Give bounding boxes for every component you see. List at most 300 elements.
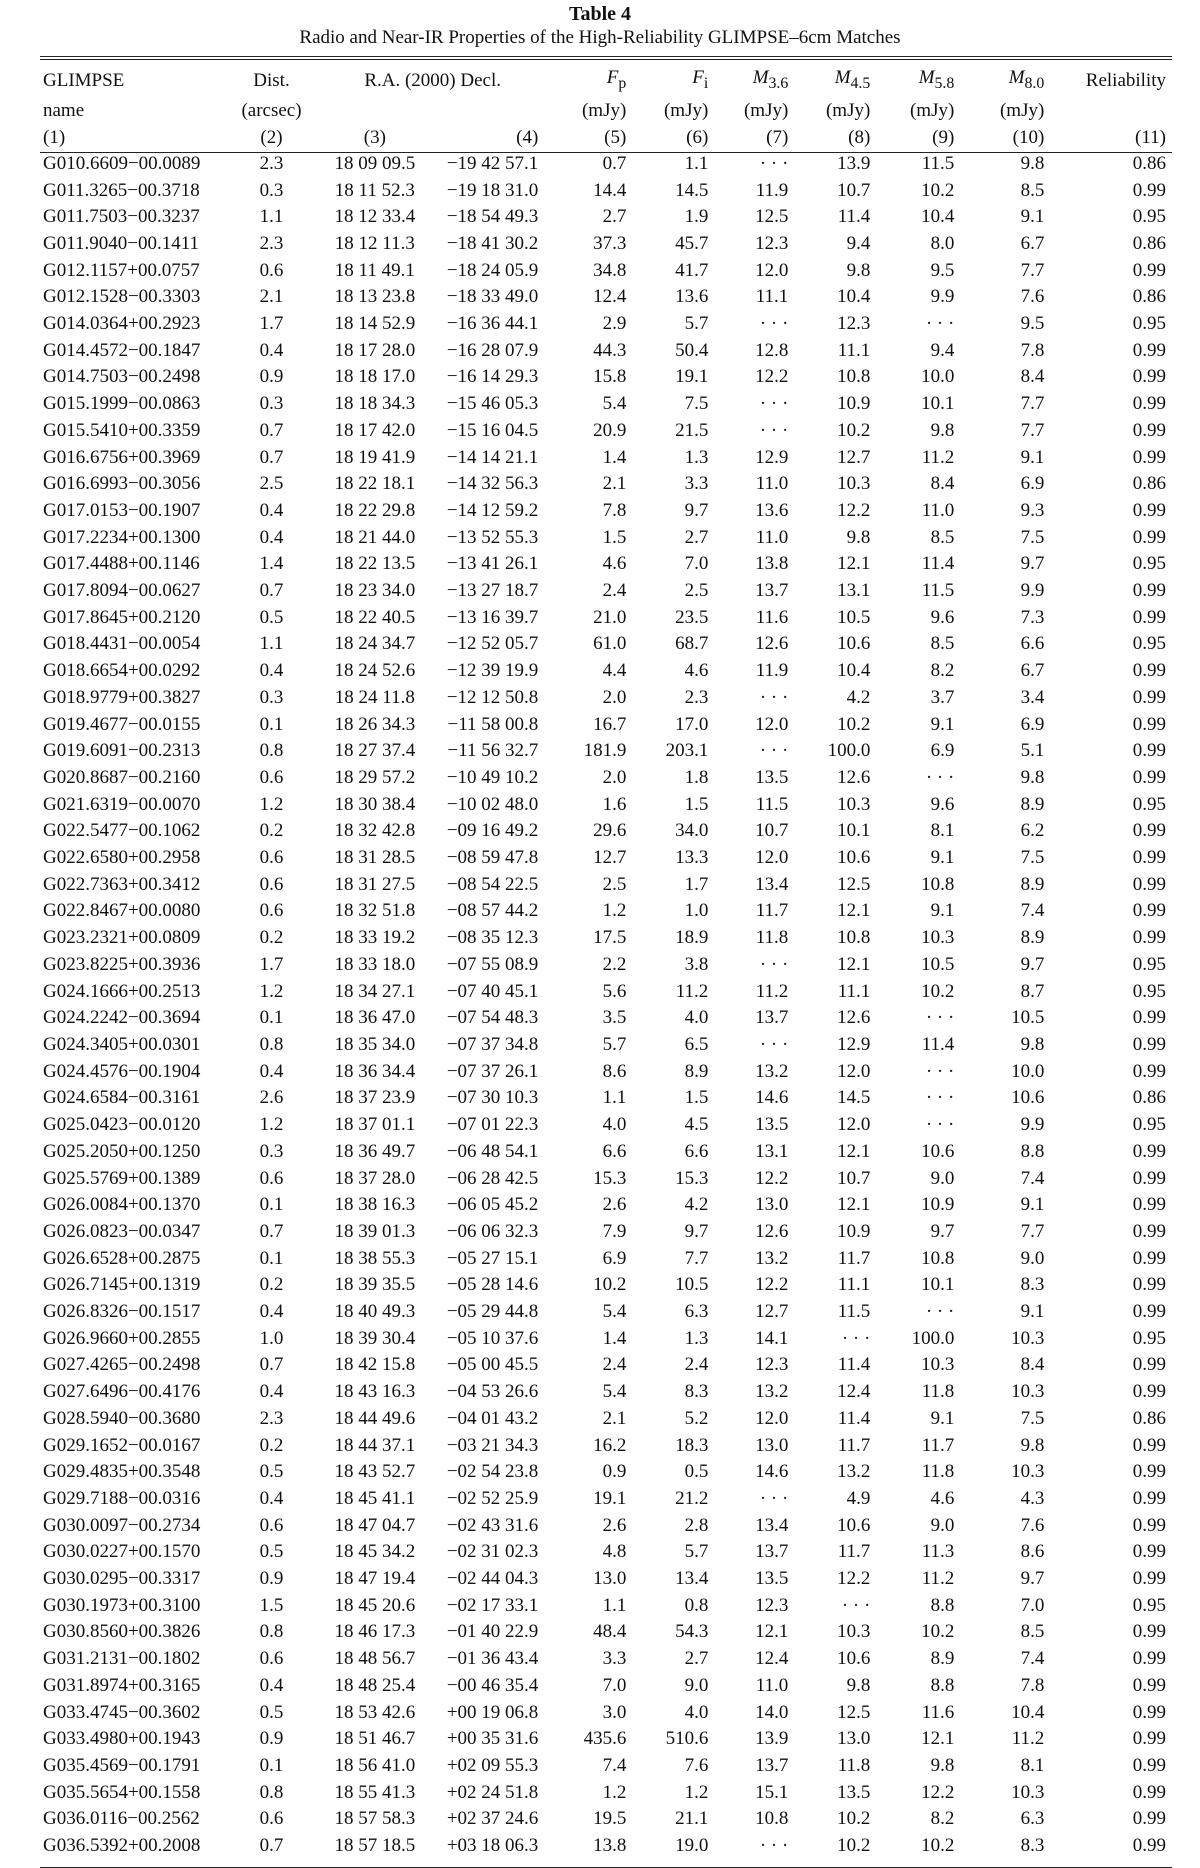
cell-ra: 18 24 11.8 — [334, 686, 415, 708]
cell-glimpse-name: G010.6609−00.0089 — [43, 152, 201, 174]
cell-dist: 0.6 — [259, 900, 284, 922]
cell-reliability: 0.99 — [1132, 1434, 1166, 1456]
cell-ra: 18 37 01.1 — [334, 1114, 416, 1136]
cell-m58: 12.1 — [921, 1728, 955, 1750]
table-row — [40, 1379, 1172, 1406]
cell-dist: 1.1 — [259, 633, 284, 655]
cell-fp: 5.6 — [602, 980, 627, 1002]
cell-fp: 2.0 — [602, 766, 627, 788]
cell-m58: 8.8 — [930, 1674, 955, 1696]
cell-fi: 2.7 — [684, 526, 709, 548]
cell-ra: 18 32 51.8 — [334, 900, 416, 922]
cell-decl: −15 46 05.3 — [446, 393, 539, 415]
cell-m58: 10.2 — [921, 980, 955, 1002]
cell-fi: 13.6 — [675, 286, 709, 308]
header-unit-8: (mJy) — [825, 99, 871, 121]
cell-m80: 9.1 — [1020, 1194, 1045, 1216]
cell-glimpse-name: G030.1973+00.3100 — [43, 1594, 201, 1616]
cell-reliability: 0.99 — [1132, 1541, 1166, 1563]
cell-fi: 2.8 — [684, 1514, 709, 1536]
cell-m45: 10.4 — [837, 286, 871, 308]
cell-reliability: 0.99 — [1132, 526, 1166, 548]
cell-m36: 13.1 — [755, 1140, 789, 1162]
cell-decl: −04 01 43.2 — [446, 1407, 539, 1429]
cell-reliability: 0.99 — [1132, 1007, 1166, 1029]
cell-fp: 12.7 — [593, 847, 627, 869]
cell-dist: 1.2 — [259, 1114, 284, 1136]
cell-m80: 8.5 — [1020, 179, 1045, 201]
cell-dist: 1.7 — [259, 313, 284, 335]
table-row — [40, 738, 1172, 765]
cell-m58: 11.2 — [921, 446, 955, 468]
cell-m45: · · · — [841, 1594, 871, 1616]
cell-fi: 2.4 — [684, 1354, 709, 1376]
cell-decl: −07 37 26.1 — [446, 1060, 539, 1082]
cell-decl: −18 54 49.3 — [446, 206, 539, 228]
table-row — [40, 792, 1172, 819]
cell-fp: 7.4 — [602, 1754, 627, 1776]
cell-m45: 10.7 — [837, 1167, 871, 1189]
cell-m36: · · · — [759, 152, 789, 174]
cell-decl: −14 14 21.1 — [446, 446, 539, 468]
cell-m36: 12.2 — [755, 366, 789, 388]
cell-decl: −07 01 22.3 — [446, 1114, 539, 1136]
cell-fi: 2.3 — [684, 686, 709, 708]
cell-dist: 0.6 — [259, 259, 284, 281]
cell-m45: 10.5 — [837, 606, 871, 628]
cell-dist: 2.3 — [259, 1407, 284, 1429]
cell-fi: 19.1 — [675, 366, 709, 388]
cell-fi: 1.9 — [684, 206, 709, 228]
cell-m36: 11.1 — [755, 286, 789, 308]
cell-fi: 13.4 — [675, 1568, 709, 1590]
cell-m45: 11.5 — [837, 1301, 871, 1323]
cell-fp: 48.4 — [593, 1621, 627, 1643]
cell-decl: −11 58 00.8 — [447, 713, 539, 735]
table-row — [40, 845, 1172, 872]
cell-m58: 9.1 — [930, 713, 955, 735]
cell-m36: 12.9 — [755, 446, 789, 468]
cell-reliability: 0.99 — [1132, 1781, 1166, 1803]
cell-ra: 18 34 27.1 — [334, 980, 416, 1002]
cell-glimpse-name: G029.7188−00.0316 — [43, 1487, 201, 1509]
cell-dist: 2.3 — [259, 152, 284, 174]
cell-ra: 18 57 18.5 — [334, 1835, 416, 1857]
cell-m36: 12.6 — [755, 633, 789, 655]
cell-fi: 11.2 — [675, 980, 709, 1002]
cell-glimpse-name: G022.6580+00.2958 — [43, 847, 201, 869]
cell-m58: 8.1 — [930, 820, 955, 842]
cell-glimpse-name: G017.0153−00.1907 — [43, 499, 201, 521]
cell-fi: 21.5 — [675, 419, 709, 441]
cell-reliability: 0.86 — [1132, 152, 1166, 174]
cell-m45: 4.2 — [846, 686, 871, 708]
cell-fi: 0.5 — [684, 1461, 709, 1483]
cell-ra: 18 31 28.5 — [334, 847, 416, 869]
cell-fp: 5.4 — [602, 393, 627, 415]
cell-m58: 11.4 — [921, 1034, 955, 1055]
cell-m80: 6.9 — [1020, 713, 1045, 735]
cell-ra: 18 44 37.1 — [334, 1434, 416, 1456]
cell-decl: −19 42 57.1 — [446, 152, 539, 174]
cell-glimpse-name: G017.4488+00.1146 — [43, 553, 200, 575]
cell-reliability: 0.99 — [1132, 339, 1166, 361]
cell-m36: · · · — [759, 1835, 789, 1857]
cell-fp: 1.1 — [602, 1087, 627, 1109]
cell-m45: 10.3 — [837, 1621, 871, 1643]
cell-dist: 0.5 — [259, 606, 284, 628]
cell-m58: 100.0 — [911, 1327, 955, 1349]
cell-dist: 0.4 — [259, 1381, 284, 1403]
table-row — [40, 898, 1172, 925]
cell-m45: 10.6 — [837, 633, 871, 655]
cell-glimpse-name: G026.6528+00.2875 — [43, 1247, 201, 1269]
cell-ra: 18 32 42.8 — [334, 820, 416, 842]
cell-fp: 4.0 — [602, 1114, 627, 1136]
table-header — [40, 64, 1172, 151]
cell-m80: 10.5 — [1011, 1007, 1045, 1029]
cell-fi: 6.6 — [684, 1140, 709, 1162]
table-row — [40, 445, 1172, 472]
cell-fi: 4.6 — [684, 660, 709, 682]
cell-m80: 8.3 — [1020, 1835, 1045, 1857]
cell-m45: 9.4 — [846, 232, 871, 254]
cell-decl: −05 27 15.1 — [446, 1247, 539, 1269]
cell-fi: 34.0 — [675, 820, 709, 842]
cell-reliability: 0.99 — [1132, 1354, 1166, 1376]
cell-decl: −07 40 45.1 — [446, 980, 539, 1002]
cell-ra: 18 27 37.4 — [334, 740, 416, 762]
cell-m36: 13.6 — [755, 499, 789, 521]
cell-decl: −05 29 44.8 — [446, 1301, 539, 1323]
header-reliability: Reliability — [1085, 69, 1166, 91]
cell-reliability: 0.86 — [1132, 232, 1166, 254]
cell-decl: −06 48 54.1 — [446, 1140, 539, 1162]
cell-m80: 7.0 — [1020, 1594, 1045, 1616]
cell-dist: 1.1 — [259, 206, 284, 228]
cell-reliability: 0.99 — [1132, 1301, 1166, 1323]
cell-m45: 10.6 — [837, 1514, 871, 1536]
cell-m36: 13.2 — [755, 1060, 789, 1082]
cell-dist: 0.8 — [259, 740, 284, 762]
cell-m45: 11.8 — [837, 1754, 871, 1776]
cell-fp: 2.1 — [602, 473, 627, 495]
cell-reliability: 0.99 — [1132, 419, 1166, 441]
cell-dist: 0.7 — [259, 1220, 284, 1242]
cell-m36: · · · — [759, 686, 789, 708]
cell-m45: · · · — [841, 1327, 871, 1349]
cell-m36: 10.8 — [755, 1808, 789, 1830]
cell-decl: −02 31 02.3 — [446, 1541, 539, 1563]
cell-fi: 9.0 — [684, 1674, 709, 1696]
cell-fp: 14.4 — [593, 179, 627, 201]
cell-m80: 7.8 — [1020, 1674, 1045, 1696]
cell-fp: 181.9 — [583, 740, 627, 762]
cell-dist: 0.3 — [259, 686, 284, 708]
cell-m58: 12.2 — [921, 1781, 955, 1803]
cell-m36: 13.7 — [755, 1754, 789, 1776]
cell-m80: 9.0 — [1020, 1247, 1045, 1269]
cell-m36: 12.0 — [755, 713, 789, 735]
cell-m36: 11.6 — [755, 606, 789, 628]
cell-fp: 5.7 — [602, 1034, 627, 1055]
cell-fi: 4.0 — [684, 1007, 709, 1029]
cell-dist: 0.6 — [259, 1648, 284, 1670]
cell-m58: 10.0 — [921, 366, 955, 388]
cell-dist: 2.1 — [259, 286, 284, 308]
cell-fp: 6.6 — [602, 1140, 627, 1162]
cell-dist: 0.5 — [259, 1541, 284, 1563]
cell-m80: 7.6 — [1020, 286, 1045, 308]
cell-fp: 1.2 — [602, 900, 627, 922]
table-row — [40, 1726, 1172, 1753]
cell-glimpse-name: G012.1528−00.3303 — [43, 286, 201, 308]
table-row — [40, 1246, 1172, 1273]
cell-fp: 13.8 — [593, 1835, 627, 1857]
cell-ra: 18 47 04.7 — [334, 1514, 416, 1536]
cell-fp: 4.8 — [602, 1541, 627, 1563]
cell-reliability: 0.99 — [1132, 847, 1166, 869]
cell-decl: −00 46 35.4 — [446, 1674, 539, 1696]
cell-glimpse-name: G035.4569−00.1791 — [43, 1754, 201, 1776]
cell-glimpse-name: G024.3405+00.0301 — [43, 1034, 201, 1055]
cell-m45: 9.8 — [846, 526, 871, 548]
cell-glimpse-name: G027.6496−00.4176 — [43, 1381, 201, 1403]
cell-glimpse-name: G022.7363+00.3412 — [43, 873, 201, 895]
cell-dist: 0.4 — [259, 499, 284, 521]
cell-fi: 17.0 — [675, 713, 709, 735]
cell-reliability: 0.99 — [1132, 446, 1166, 468]
cell-m80: 10.3 — [1011, 1381, 1045, 1403]
cell-ra: 18 11 52.3 — [334, 179, 415, 201]
cell-m58: 11.2 — [921, 1568, 955, 1590]
cell-ra: 18 22 13.5 — [334, 553, 416, 575]
cell-m80: 9.8 — [1020, 766, 1045, 788]
cell-fp: 19.1 — [593, 1487, 627, 1509]
table-row — [40, 525, 1172, 552]
cell-m58: 10.8 — [921, 1247, 955, 1269]
cell-glimpse-name: G011.9040−00.1411 — [43, 232, 200, 254]
cell-fp: 2.4 — [602, 1354, 627, 1376]
cell-m36: 12.3 — [755, 232, 789, 254]
cell-dist: 0.7 — [259, 1835, 284, 1857]
header-blank — [317, 97, 433, 124]
cell-ra: 18 39 35.5 — [334, 1274, 416, 1296]
cell-reliability: 0.86 — [1132, 473, 1166, 495]
cell-m58: · · · — [925, 1114, 955, 1136]
cell-fi: 1.5 — [684, 1087, 709, 1109]
cell-ra: 18 48 25.4 — [334, 1674, 416, 1696]
cell-m36: · · · — [759, 1034, 789, 1055]
header-num-9: (9) — [932, 126, 955, 148]
cell-fp: 15.3 — [593, 1167, 627, 1189]
cell-glimpse-name: G014.7503−00.2498 — [43, 366, 201, 388]
cell-m58: 9.0 — [930, 1167, 955, 1189]
cell-decl: −02 43 31.6 — [446, 1514, 539, 1536]
cell-fi: 13.3 — [675, 847, 709, 869]
cell-reliability: 0.99 — [1132, 606, 1166, 628]
cell-fi: 9.7 — [684, 1220, 709, 1242]
cell-m45: 10.8 — [837, 927, 871, 949]
cell-decl: −18 33 49.0 — [446, 286, 539, 308]
cell-fp: 435.6 — [583, 1728, 627, 1750]
cell-m45: 10.3 — [837, 793, 871, 815]
cell-dist: 0.5 — [259, 1701, 284, 1723]
cell-dist: 1.0 — [259, 1327, 284, 1349]
header-num-7: (7) — [766, 126, 789, 148]
cell-ra: 18 36 34.4 — [334, 1060, 416, 1082]
cell-m45: 13.0 — [837, 1728, 871, 1750]
cell-glimpse-name: G036.0116−00.2562 — [43, 1808, 200, 1830]
cell-dist: 1.4 — [259, 553, 284, 575]
cell-m58: 8.5 — [930, 526, 955, 548]
cell-m45: 10.2 — [837, 1808, 871, 1830]
header-dist: Dist. — [253, 69, 290, 91]
cell-m45: 11.7 — [837, 1541, 871, 1563]
cell-ra: 18 19 41.9 — [334, 446, 416, 468]
table-row — [40, 1192, 1172, 1219]
cell-dist: 0.2 — [259, 1274, 284, 1296]
table-row — [40, 658, 1172, 685]
cell-m45: 11.1 — [837, 980, 871, 1002]
header-m45-symbol: M — [834, 67, 851, 88]
table-row — [40, 952, 1172, 979]
cell-ra: 18 14 52.9 — [334, 313, 416, 335]
cell-m36: 12.1 — [755, 1621, 789, 1643]
cell-decl: −18 41 30.2 — [446, 232, 539, 254]
header-m58 — [876, 64, 962, 97]
cell-fi: 10.5 — [675, 1274, 709, 1296]
cell-m45: 4.9 — [846, 1487, 871, 1509]
cell-fi: 41.7 — [675, 259, 709, 281]
cell-ra: 18 17 42.0 — [334, 419, 416, 441]
cell-dist: 0.6 — [259, 873, 284, 895]
cell-reliability: 0.99 — [1132, 873, 1166, 895]
header-row-1 — [40, 64, 1172, 97]
cell-dist: 0.5 — [259, 1461, 284, 1483]
header-num-11: (11) — [1135, 126, 1166, 148]
cell-m58: 9.1 — [930, 1407, 955, 1429]
cell-m80: 7.5 — [1020, 847, 1045, 869]
cell-glimpse-name: G016.6993−00.3056 — [43, 473, 201, 495]
cell-m58: 8.2 — [930, 660, 955, 682]
cell-reliability: 0.99 — [1132, 713, 1166, 735]
cell-dist: 1.7 — [259, 953, 284, 975]
cell-m45: 11.4 — [837, 1407, 871, 1429]
cell-m80: 10.3 — [1011, 1781, 1045, 1803]
cell-m45: 12.9 — [837, 1034, 871, 1055]
cell-m58: 9.7 — [930, 1220, 955, 1242]
header-num-5: (5) — [604, 126, 627, 148]
cell-m80: 7.6 — [1020, 1514, 1045, 1536]
cell-fi: 8.3 — [684, 1381, 709, 1403]
cell-m45: 11.1 — [837, 1274, 871, 1296]
cell-m80: 8.1 — [1020, 1754, 1045, 1776]
table-row — [40, 284, 1172, 311]
table-row — [40, 204, 1172, 231]
cell-dist: 0.4 — [259, 1060, 284, 1082]
cell-ra: 18 39 30.4 — [334, 1327, 416, 1349]
cell-dist: 0.3 — [259, 1140, 284, 1162]
cell-ra: 18 22 18.1 — [334, 473, 416, 495]
cell-m45: 9.8 — [846, 259, 871, 281]
cell-m45: 10.6 — [837, 1648, 871, 1670]
cell-m80: 10.0 — [1011, 1060, 1045, 1082]
cell-decl: −14 12 59.2 — [446, 499, 539, 521]
cell-m36: 13.7 — [755, 1007, 789, 1029]
cell-ra: 18 38 55.3 — [334, 1247, 416, 1269]
cell-m36: 13.0 — [755, 1434, 789, 1456]
cell-m45: 10.9 — [837, 393, 871, 415]
cell-reliability: 0.99 — [1132, 1487, 1166, 1509]
cell-glimpse-name: G028.5940−00.3680 — [43, 1407, 201, 1429]
cell-dist: 0.4 — [259, 1674, 284, 1696]
header-m80-symbol: M — [1008, 67, 1025, 88]
cell-m45: 12.4 — [837, 1381, 871, 1403]
cell-ra: 18 53 42.6 — [334, 1701, 416, 1723]
cell-glimpse-name: G031.8974+00.3165 — [43, 1674, 201, 1696]
cell-fp: 4.6 — [602, 553, 627, 575]
cell-m80: 9.7 — [1020, 953, 1045, 975]
cell-m36: 12.0 — [755, 259, 789, 281]
cell-decl: −16 36 44.1 — [446, 313, 539, 335]
table-row — [40, 1059, 1172, 1086]
table-row — [40, 418, 1172, 445]
cell-m36: 11.5 — [755, 793, 789, 815]
cell-m58: · · · — [925, 766, 955, 788]
cell-glimpse-name: G030.8560+00.3826 — [43, 1621, 201, 1643]
cell-m80: 7.4 — [1020, 900, 1045, 922]
cell-ra: 18 51 46.7 — [334, 1728, 416, 1750]
header-ra-decl: R.A. (2000) Decl. — [364, 69, 501, 91]
cell-glimpse-name: G011.3265−00.3718 — [43, 179, 200, 201]
table-row — [40, 1139, 1172, 1166]
cell-dist: 0.6 — [259, 766, 284, 788]
cell-glimpse-name: G036.5392+00.2008 — [43, 1835, 201, 1857]
table-row — [40, 151, 1172, 178]
cell-ra: 18 23 34.0 — [334, 580, 416, 602]
cell-fi: 50.4 — [675, 339, 709, 361]
table-row — [40, 578, 1172, 605]
cell-m45: 12.1 — [837, 553, 871, 575]
cell-ra: 18 18 34.3 — [334, 393, 416, 415]
cell-decl: −02 44 04.3 — [446, 1568, 539, 1590]
table-row — [40, 925, 1172, 952]
table-row — [40, 1166, 1172, 1193]
cell-m58: 9.6 — [930, 793, 955, 815]
cell-m80: 7.4 — [1020, 1167, 1045, 1189]
table-row — [40, 1005, 1172, 1032]
cell-m80: 8.9 — [1020, 927, 1045, 949]
cell-decl: −05 28 14.6 — [446, 1274, 539, 1296]
cell-reliability: 0.99 — [1132, 1034, 1166, 1055]
data-table — [40, 64, 1172, 1860]
cell-glimpse-name: G023.8225+00.3936 — [43, 953, 201, 975]
table-row — [40, 1753, 1172, 1780]
cell-m58: 8.5 — [930, 633, 955, 655]
table-row — [40, 712, 1172, 739]
cell-ra: 18 45 20.6 — [334, 1594, 416, 1616]
cell-fp: 10.2 — [593, 1274, 627, 1296]
cell-fi: 6.5 — [684, 1034, 709, 1055]
cell-fi: 9.7 — [684, 499, 709, 521]
cell-m36: 11.9 — [755, 660, 789, 682]
table-row — [40, 605, 1172, 632]
cell-dist: 0.4 — [259, 660, 284, 682]
cell-glimpse-name: G017.8645+00.2120 — [43, 606, 201, 628]
cell-dist: 0.6 — [259, 1808, 284, 1830]
cell-reliability: 0.99 — [1132, 1247, 1166, 1269]
